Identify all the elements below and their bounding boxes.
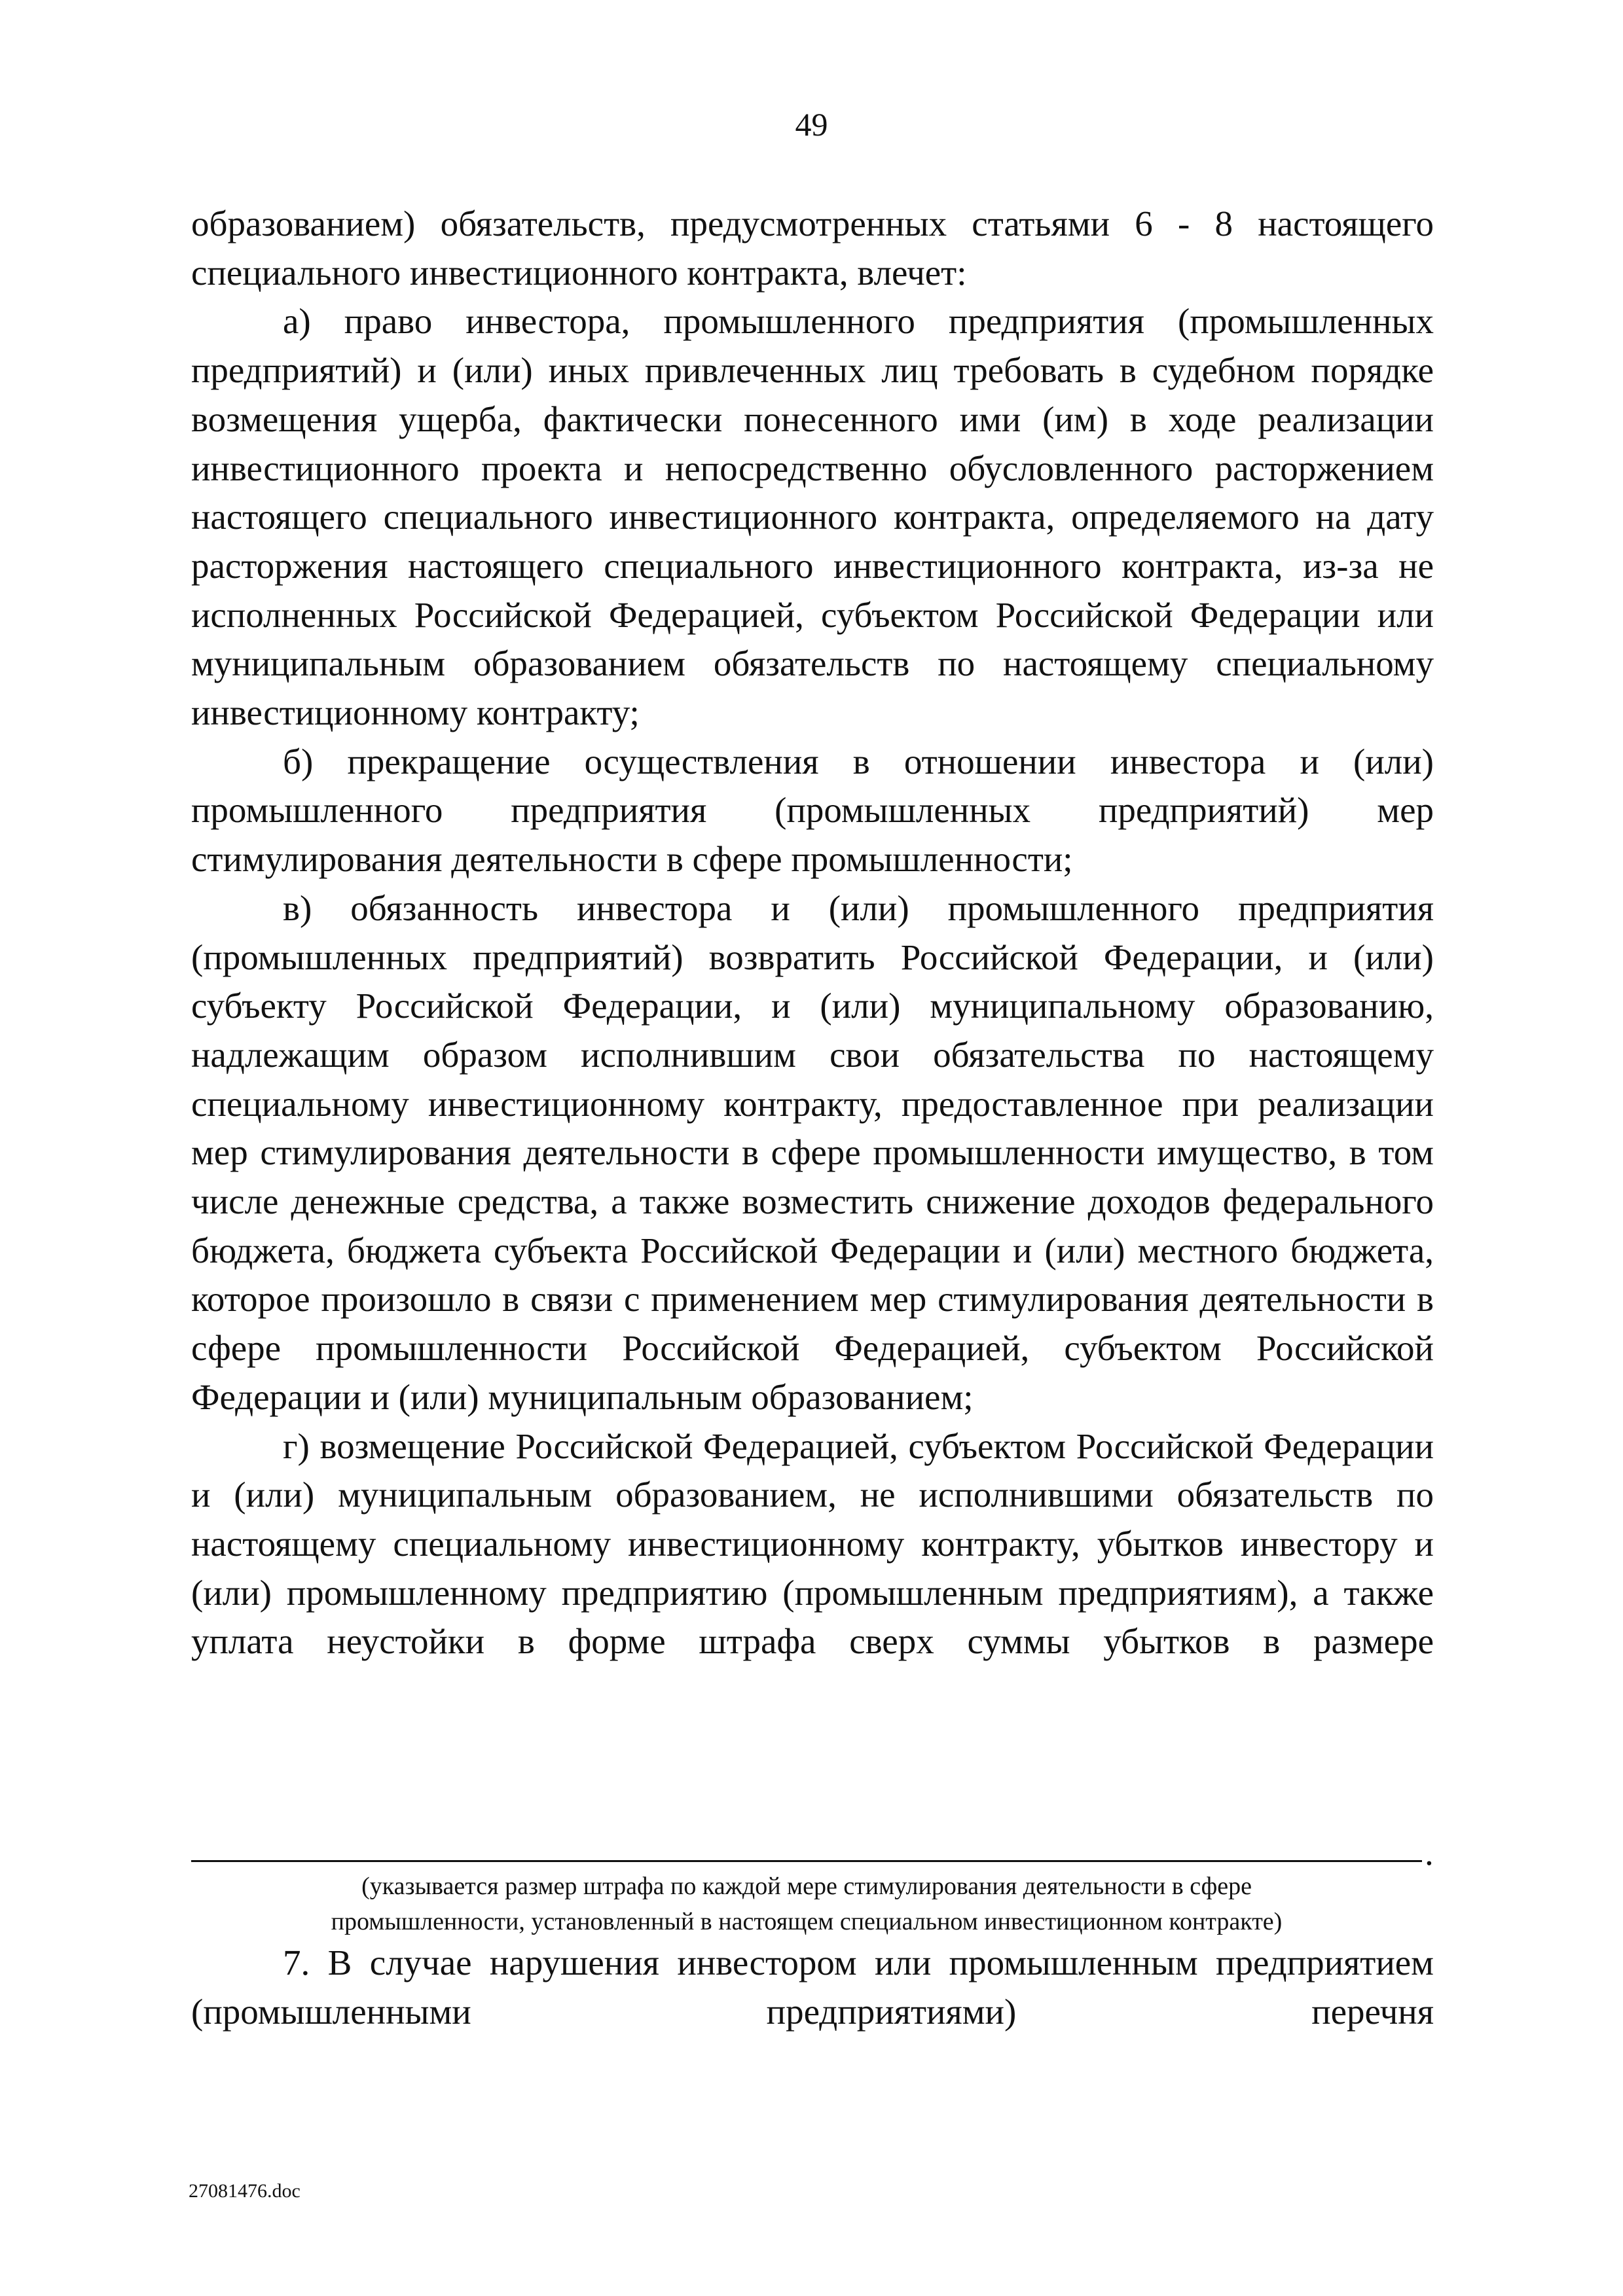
fill-in-blank-line <box>191 1860 1422 1862</box>
paragraph-item-g: г) возмещение Российской Федерацией, субъектом Российской Федерации и (или) муниципальным образованием, не исполнившими обязательств по настоящему специальному инвестиционному контракту, убытков инвестору и (или) промышленному предприятию (промышленным предприятиям), а также уплата неустойки в форме штрафа сверх суммы убытков в размере <box>191 1426 1434 1662</box>
body-text <box>191 200 1434 1666</box>
footnote <box>191 1869 1422 1939</box>
paragraph-item-b: б) прекращение осуществления в отношении инвестора и (или) промышленного предприятия (промышленных предприятий) мер стимулирования деятельности в сфере промышленности; <box>191 741 1434 880</box>
footnote-line-2: промышленности, установленный в настоящем специальном инвестиционном контракте) <box>331 1908 1283 1935</box>
section-7 <box>191 1939 1434 2036</box>
paragraph-item-a: а) право инвестора, промышленного предприятия (промышленных предприятий) и (или) иных привлеченных лиц требовать в судебном порядке возмещения ущерба, фактически понесенного ими (им) в ходе реализации инвестиционного проекта и непосредственно обусловленного расторжением настоящего специального инвестиционного контракта, определяемого на дату расторжения настоящего специального инвестиционного контракта, из-за не исполненных Российской Федерацией, субъектом Российской Федерации или муниципальным образованием обязательств по настоящему специальному инвестиционному контракту; <box>191 301 1434 733</box>
document-id: 27081476.doc <box>189 2180 301 2202</box>
page-number: 49 <box>795 106 828 143</box>
footnote-line-1: (указывается размер штрафа по каждой мере стимулирования деятельности в сфере <box>361 1873 1252 1900</box>
paragraph-item-v: в) обязанность инвестора и (или) промышленного предприятия (промышленных предприятий) возвратить Российской Федерации, и (или) субъекту Российской Федерации, и (или) муниципальному образованию, надлежащим образом исполнившим свои обязательства по настоящему специальному инвестиционному контракту, предоставленное при реализации мер стимулирования деятельности в сфере промышленности имущество, в том числе денежные средства, а также возместить снижение доходов федерального бюджета, бюджета субъекта Российской Федерации и (или) местного бюджета, которое произошло в связи с применением мер стимулирования деятельности в сфере промышленности Российской Федерацией, субъектом Российской Федерации и (или) муниципальным образованием; <box>191 888 1434 1417</box>
blank-terminator: . <box>1425 1833 1434 1873</box>
paragraph-intro: образованием) обязательств, предусмотренных статьями 6 - 8 настоящего специального инвестиционного контракта, влечет: <box>191 204 1434 293</box>
paragraph-item-7: 7. В случае нарушения инвестором или промышленным предприятием (промышленными предприятиями) перечня <box>191 1943 1434 2032</box>
